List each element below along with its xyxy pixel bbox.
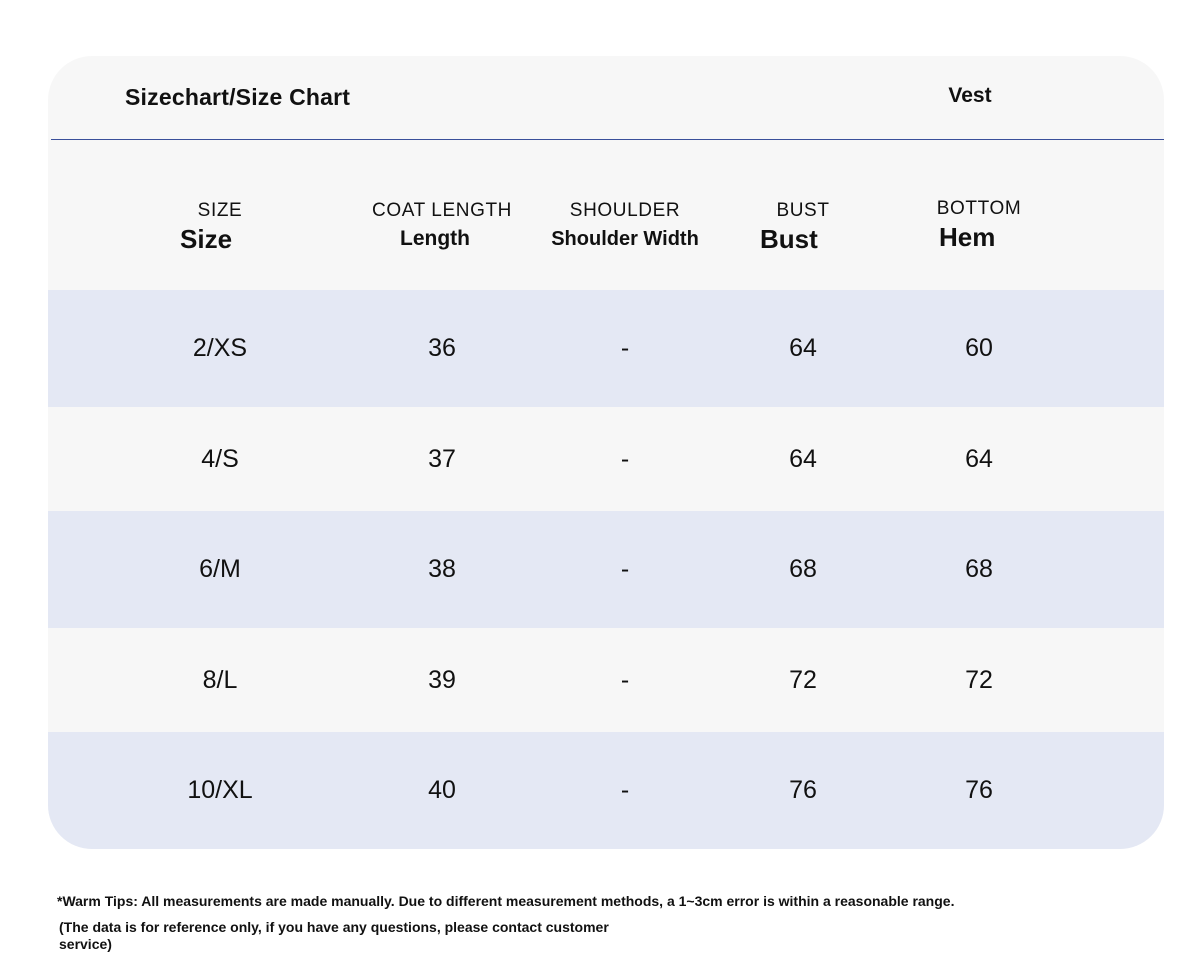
cell-length: 40 bbox=[428, 776, 456, 804]
cell-size: 6/M bbox=[199, 555, 241, 583]
column-header-size bbox=[150, 199, 290, 255]
cell-shoulder: - bbox=[620, 665, 630, 694]
cell-shoulder: - bbox=[620, 334, 630, 362]
column-header-length bbox=[362, 199, 522, 255]
cell-length: 37 bbox=[428, 444, 456, 473]
cell-hem: 72 bbox=[965, 665, 993, 694]
cell-length: 39 bbox=[428, 665, 456, 694]
column-header-en: COAT LENGTH bbox=[372, 200, 512, 221]
table-row bbox=[48, 511, 1164, 628]
header-divider bbox=[51, 139, 1164, 140]
column-header-hem bbox=[924, 197, 1034, 253]
table-row bbox=[48, 407, 1164, 511]
cell-size: 4/S bbox=[201, 444, 239, 473]
table-row bbox=[48, 732, 1164, 849]
size-chart-card bbox=[48, 56, 1164, 849]
cell-size: 8/L bbox=[202, 665, 238, 694]
column-header-shoulder bbox=[540, 199, 710, 255]
column-header-label: Size bbox=[180, 224, 233, 254]
column-header-en: SHOULDER bbox=[569, 200, 681, 221]
table-row bbox=[48, 628, 1164, 732]
cell-size: 2/XS bbox=[192, 334, 248, 362]
cell-bust: 72 bbox=[789, 665, 817, 694]
cell-shoulder: - bbox=[620, 444, 630, 473]
cell-hem: 64 bbox=[965, 444, 993, 473]
cell-hem: 60 bbox=[965, 334, 993, 362]
chart-title: Sizechart/Size Chart bbox=[125, 84, 351, 110]
column-header-en: BOTTOM bbox=[936, 198, 1022, 219]
product-name: Vest bbox=[948, 84, 992, 107]
cell-bust: 76 bbox=[789, 776, 817, 804]
table-row bbox=[48, 290, 1164, 407]
cell-bust: 64 bbox=[789, 334, 817, 362]
cell-bust: 68 bbox=[789, 555, 817, 583]
cell-shoulder: - bbox=[620, 776, 630, 804]
reference-note: (The data is for reference only, if you have any questions, please contact customer service) bbox=[59, 919, 609, 952]
column-header-en: SIZE bbox=[197, 200, 243, 221]
cell-size: 10/XL bbox=[187, 776, 253, 804]
warm-tips: *Warm Tips: All measurements are made manually. Due to different measurement methods, a 1~3cm error is within a reasonable range. bbox=[57, 893, 955, 909]
cell-hem: 68 bbox=[965, 555, 993, 583]
column-header-bust bbox=[748, 199, 858, 255]
cell-length: 36 bbox=[428, 334, 456, 362]
column-header-label: Length bbox=[400, 227, 470, 250]
column-header-en: BUST bbox=[776, 200, 830, 221]
column-header-label: Hem bbox=[939, 222, 996, 252]
cell-hem: 76 bbox=[965, 776, 993, 804]
column-header-label: Bust bbox=[760, 224, 818, 254]
cell-shoulder: - bbox=[620, 555, 630, 583]
cell-length: 38 bbox=[428, 555, 456, 583]
column-header-label: Shoulder Width bbox=[551, 228, 699, 250]
cell-bust: 64 bbox=[789, 444, 817, 473]
